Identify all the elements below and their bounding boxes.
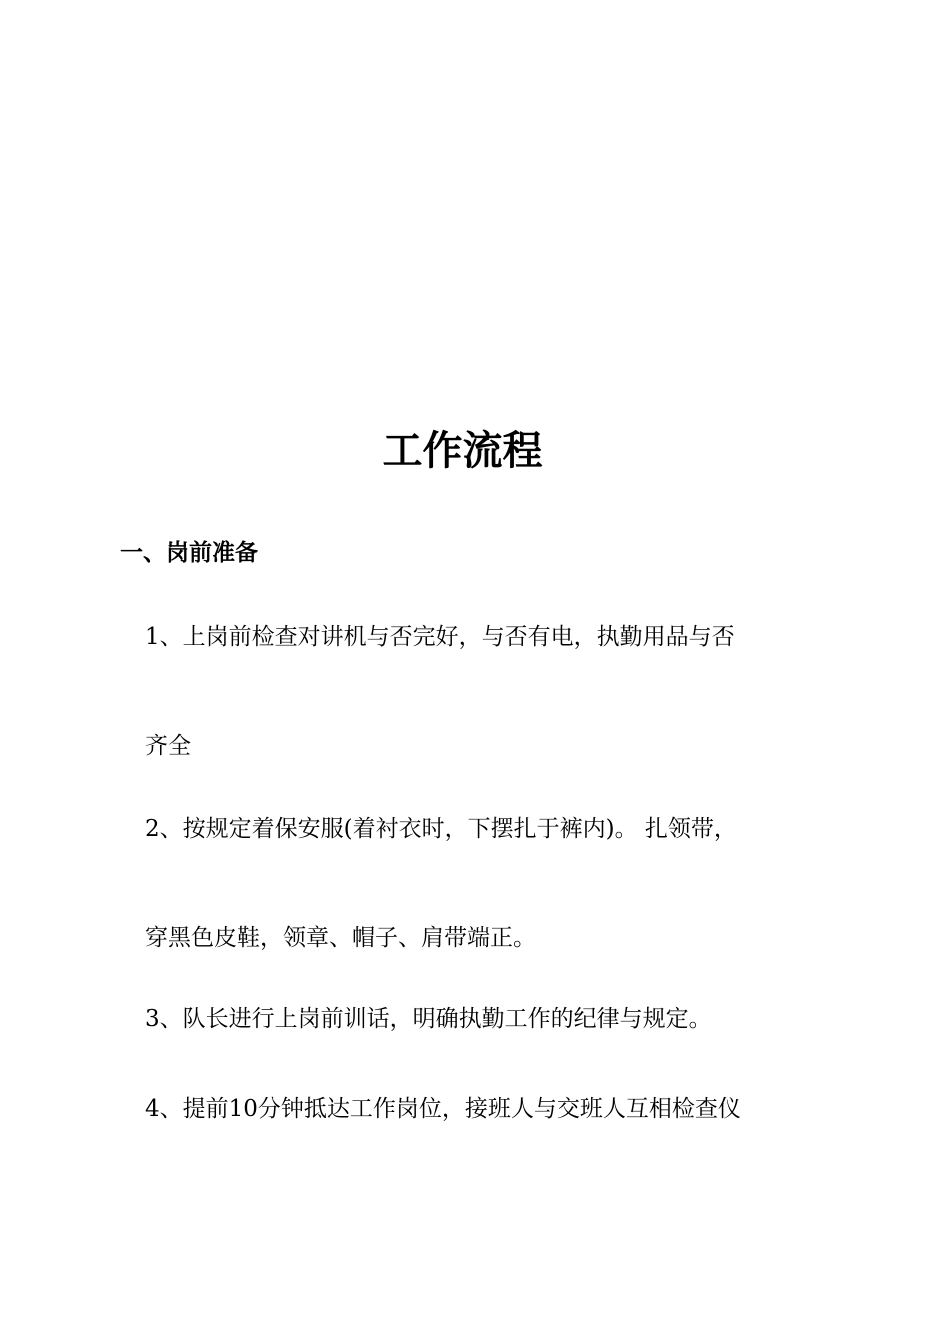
paragraph-line: 3、队长进行上岗前训话，明确执勤工作的纪律与规定。 <box>145 1006 712 1032</box>
paragraph-line: 齐全 <box>145 733 191 759</box>
paragraph-line: 4、提前10分钟抵达工作岗位，接班人与交班人互相检查仪 <box>145 1096 741 1122</box>
paragraph-line: 2、按规定着保安服(着衬衣时，下摆扎于裤内)。 扎领带， <box>145 816 737 842</box>
paragraph-line: 穿黑色皮鞋，领章、帽子、肩带端正。 <box>145 925 536 951</box>
paragraph-line: 1、上岗前检查对讲机与否完好，与否有电，执勤用品与否 <box>145 624 735 650</box>
section-heading: 一、岗前准备 <box>120 540 258 566</box>
document-title: 工作流程 <box>382 428 543 474</box>
